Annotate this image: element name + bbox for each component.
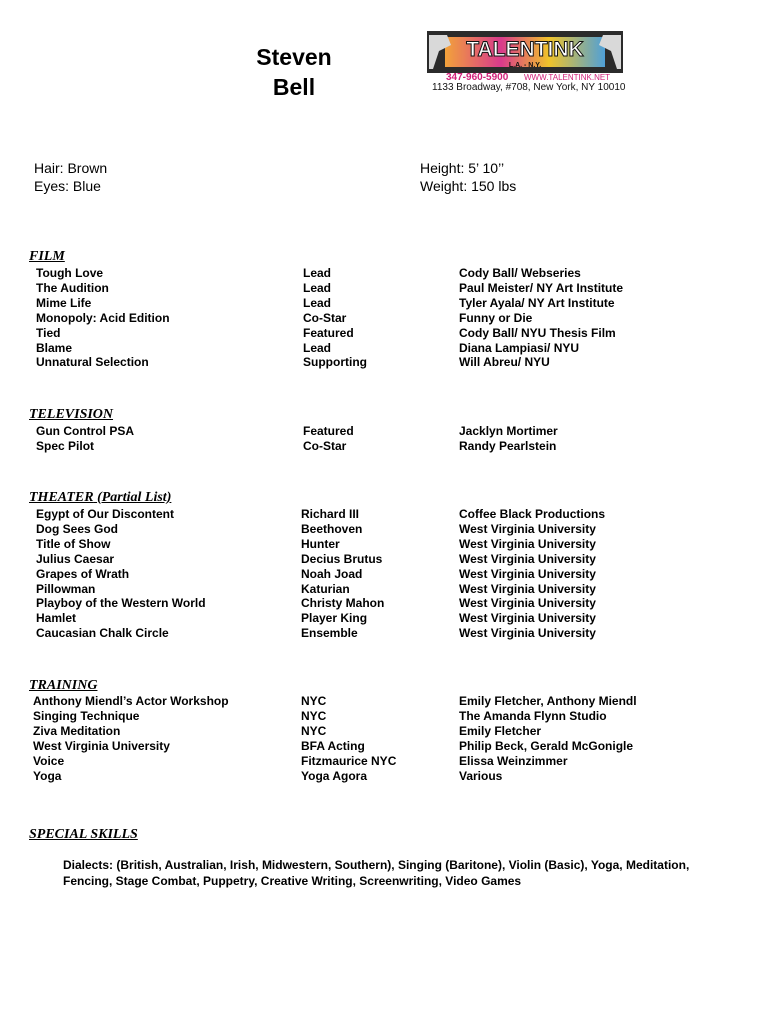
- credit-row: [0, 296, 768, 311]
- credit-row: [0, 611, 768, 626]
- credit-role: BFA Acting: [301, 739, 365, 753]
- credit-row: [0, 507, 768, 522]
- credit-title: The Audition: [36, 280, 109, 295]
- credit-row: [0, 439, 768, 454]
- credit-title: Tough Love: [36, 266, 104, 280]
- logo-phone: 347-960-5900: [446, 72, 509, 83]
- credit-title: Dog Sees God: [36, 521, 119, 536]
- credit-company: West Virginia University: [459, 536, 596, 551]
- credit-role: Co-Star: [303, 310, 347, 325]
- credit-row: [0, 266, 768, 281]
- credit-role: Christy Mahon: [301, 596, 385, 611]
- credit-role: Lead: [303, 280, 332, 295]
- credit-row: [0, 537, 768, 552]
- special-skills-heading: SPECIAL SKILLS: [29, 827, 138, 842]
- credit-role: Ensemble: [301, 626, 358, 641]
- credit-title: Playboy of the Western World: [36, 596, 206, 611]
- credit-title: Tied: [36, 325, 61, 340]
- credit-title: Yoga: [33, 769, 62, 783]
- credit-company: Jacklyn Mortimer: [459, 424, 558, 438]
- credit-company: Cody Ball/ NYU Thesis Film: [459, 325, 616, 340]
- credit-role: NYC: [301, 724, 327, 738]
- credit-title: Egypt of Our Discontent: [36, 507, 174, 521]
- credit-company: Will Abreu/ NYU: [459, 355, 550, 370]
- credit-row: [0, 724, 768, 739]
- credit-company: Randy Pearlstein: [459, 439, 557, 453]
- credit-role: Noah Joad: [301, 566, 363, 581]
- credit-role: Yoga Agora: [301, 769, 368, 783]
- credit-role: NYC: [301, 709, 327, 723]
- credit-row: [0, 709, 768, 724]
- credit-role: Decius Brutus: [301, 551, 383, 566]
- credit-company: West Virginia University: [459, 611, 596, 626]
- credit-row: [0, 311, 768, 326]
- credit-row: [0, 567, 768, 582]
- credit-title: Caucasian Chalk Circle: [36, 626, 169, 641]
- credit-title: Voice: [33, 754, 65, 768]
- credit-role: Lead: [303, 295, 332, 310]
- logo-sub: L.A. - N.Y.: [508, 62, 542, 69]
- credit-role: Supporting: [303, 355, 367, 370]
- credit-title: Anthony Miendl’s Actor Workshop: [33, 694, 229, 708]
- credit-title: Julius Caesar: [36, 551, 115, 566]
- credit-role: Lead: [303, 266, 332, 280]
- credit-company: Coffee Black Productions: [459, 507, 606, 521]
- credit-row: [0, 424, 768, 439]
- credit-company: Tyler Ayala/ NY Art Institute: [459, 295, 615, 310]
- stat-weight: Weight: 150 lbs: [420, 178, 517, 194]
- credit-row: [0, 326, 768, 341]
- credit-role: Fitzmaurice NYC: [301, 754, 397, 768]
- logo-url: WWW.TALENTINK.NET: [524, 73, 611, 82]
- credit-company: Diana Lampiasi/ NYU: [459, 340, 580, 355]
- credit-role: Lead: [303, 340, 332, 355]
- credit-title: West Virginia University: [33, 739, 170, 753]
- credit-row: [0, 281, 768, 296]
- credit-role: Richard III: [301, 507, 360, 521]
- credit-company: West Virginia University: [459, 596, 596, 611]
- credit-title: Singing Technique: [33, 709, 140, 723]
- credit-company: West Virginia University: [459, 551, 596, 566]
- credit-row: [0, 626, 768, 641]
- logo-address: 1133 Broadway, #708, New York, NY 10010: [432, 82, 626, 93]
- stat-eyes: Eyes: Blue: [34, 178, 101, 194]
- special-skills-text: Dialects: (British, Australian, Irish, Midwestern, Southern), Singing (Baritone), Violin (Basic), Yoga, Meditation, Fencing, Stage Combat, Puppetry, Creative Writing, Screenwriting, Video Games: [63, 858, 690, 888]
- training-heading: TRAINING: [29, 678, 98, 693]
- credit-company: The Amanda Flynn Studio: [459, 709, 607, 723]
- credit-row: [0, 739, 768, 754]
- credit-role: Beethoven: [301, 521, 363, 536]
- credit-title: Blame: [36, 340, 73, 355]
- credit-role: Player King: [301, 611, 368, 626]
- credit-role: Co-Star: [303, 439, 347, 453]
- credit-title: Mime Life: [36, 295, 92, 310]
- stat-hair: Hair: Brown: [34, 160, 108, 176]
- actor-first-name: Steven: [256, 44, 332, 70]
- credit-company: Funny or Die: [459, 310, 533, 325]
- credit-title: Ziva Meditation: [33, 724, 121, 738]
- credit-title: Title of Show: [36, 536, 111, 551]
- credit-company: Cody Ball/ Webseries: [459, 266, 581, 280]
- film-heading: FILM: [29, 249, 65, 264]
- credit-role: Katurian: [301, 581, 350, 596]
- credit-title: Monopoly: Acid Edition: [36, 310, 170, 325]
- credit-row: [0, 582, 768, 597]
- television-heading: TELEVISION: [29, 407, 114, 422]
- credit-company: West Virginia University: [459, 626, 596, 641]
- credit-title: Spec Pilot: [36, 439, 95, 453]
- credit-company: Emily Fletcher: [459, 724, 542, 738]
- credit-company: Elissa Weinzimmer: [459, 754, 568, 768]
- credit-row: [0, 522, 768, 537]
- credit-role: Featured: [303, 325, 354, 340]
- credit-role: Featured: [303, 424, 354, 438]
- credit-title: Grapes of Wrath: [36, 566, 130, 581]
- credit-role: NYC: [301, 694, 327, 708]
- theater-heading: THEATER (Partial List): [29, 490, 172, 505]
- credit-row: [0, 754, 768, 769]
- credit-company: Various: [459, 769, 503, 783]
- actor-last-name: Bell: [272, 74, 316, 100]
- credit-row: [0, 769, 768, 784]
- credit-row: [0, 694, 768, 709]
- credit-company: Emily Fletcher, Anthony Miendl: [459, 694, 637, 708]
- credit-company: West Virginia University: [459, 581, 596, 596]
- stat-height: Height: 5’ 10’’: [420, 160, 505, 176]
- credit-row: [0, 552, 768, 567]
- credit-title: Pillowman: [36, 581, 96, 596]
- credit-company: West Virginia University: [459, 566, 596, 581]
- credit-title: Unnatural Selection: [36, 355, 149, 370]
- talentink-logo: [427, 31, 623, 73]
- credit-row: [0, 341, 768, 356]
- credit-title: Hamlet: [36, 611, 77, 626]
- credit-title: Gun Control PSA: [36, 424, 134, 438]
- logo-brand: TALENTINK: [466, 38, 584, 61]
- credit-company: Paul Meister/ NY Art Institute: [459, 280, 624, 295]
- credit-company: West Virginia University: [459, 521, 596, 536]
- credit-company: Philip Beck, Gerald McGonigle: [459, 739, 634, 753]
- credit-row: [0, 355, 768, 370]
- credit-role: Hunter: [301, 536, 340, 551]
- credit-row: [0, 596, 768, 611]
